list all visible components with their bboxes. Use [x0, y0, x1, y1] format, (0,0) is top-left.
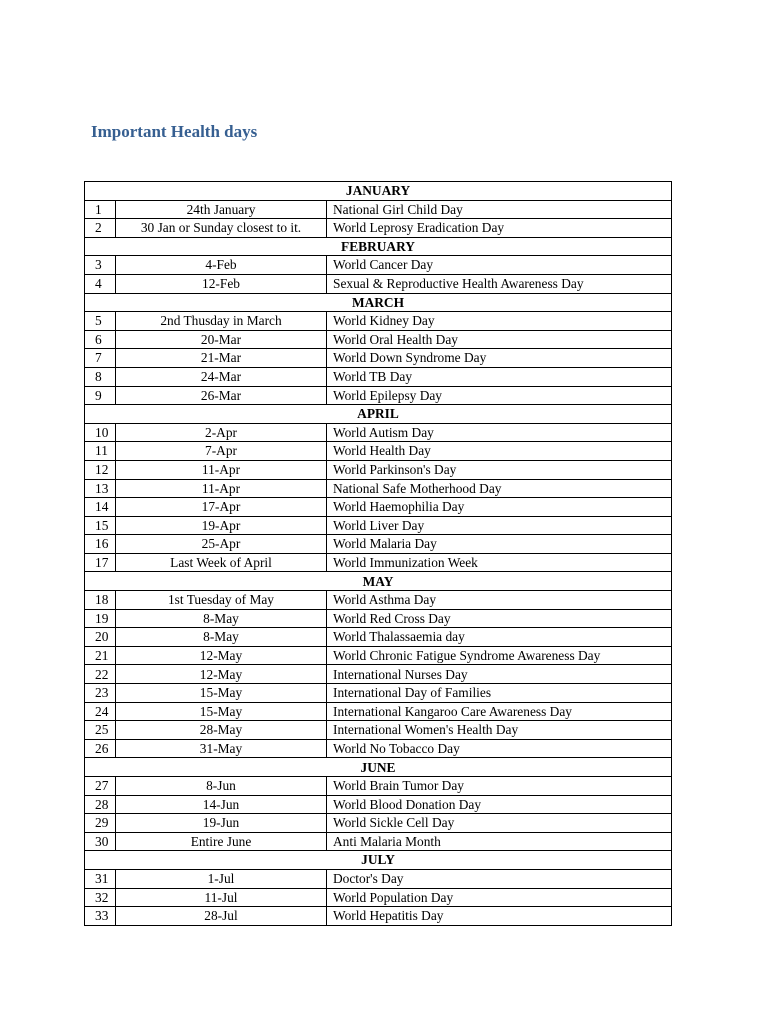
- date-cell: 14-Jun: [116, 795, 327, 814]
- date-cell: Last Week of April: [116, 553, 327, 572]
- table-row: [85, 832, 672, 851]
- date-cell: 19-Apr: [116, 516, 327, 535]
- table-row: [85, 200, 672, 219]
- event-cell: World Kidney Day: [327, 312, 672, 331]
- table-row: [85, 702, 672, 721]
- month-header: JULY: [85, 851, 672, 870]
- page-title: Important Health days: [91, 122, 258, 141]
- event-cell: World TB Day: [327, 367, 672, 386]
- table-row: [85, 684, 672, 703]
- table-row: [85, 721, 672, 740]
- row-number-cell: 17: [85, 553, 116, 572]
- event-cell: International Women's Health Day: [327, 721, 672, 740]
- row-number-cell: 4: [85, 274, 116, 293]
- date-cell: 12-Feb: [116, 274, 327, 293]
- event-cell: World Brain Tumor Day: [327, 777, 672, 796]
- month-header: MARCH: [85, 293, 672, 312]
- row-number-cell: 13: [85, 479, 116, 498]
- month-header: APRIL: [85, 405, 672, 424]
- table-row: [85, 814, 672, 833]
- date-cell: 2nd Thusday in March: [116, 312, 327, 331]
- month-header-row: [85, 758, 672, 777]
- event-cell: World Blood Donation Day: [327, 795, 672, 814]
- event-cell: World Epilepsy Day: [327, 386, 672, 405]
- row-number-cell: 19: [85, 609, 116, 628]
- month-header-row: [85, 572, 672, 591]
- row-number-cell: 16: [85, 535, 116, 554]
- month-header-row: [85, 851, 672, 870]
- event-cell: World Chronic Fatigue Syndrome Awareness Day: [327, 646, 672, 665]
- row-number-cell: 10: [85, 423, 116, 442]
- date-cell: 15-May: [116, 702, 327, 721]
- row-number-cell: 21: [85, 646, 116, 665]
- row-number-cell: 30: [85, 832, 116, 851]
- table-row: [85, 256, 672, 275]
- date-cell: 31-May: [116, 739, 327, 758]
- row-number-cell: 9: [85, 386, 116, 405]
- table-row: [85, 330, 672, 349]
- row-number-cell: 23: [85, 684, 116, 703]
- row-number-cell: 28: [85, 795, 116, 814]
- date-cell: Entire June: [116, 832, 327, 851]
- date-cell: 8-May: [116, 628, 327, 647]
- month-header-row: [85, 293, 672, 312]
- date-cell: 11-Apr: [116, 479, 327, 498]
- date-cell: 8-Jun: [116, 777, 327, 796]
- event-cell: Sexual & Reproductive Health Awareness Day: [327, 274, 672, 293]
- event-cell: World Health Day: [327, 442, 672, 461]
- event-cell: World Haemophilia Day: [327, 498, 672, 517]
- row-number-cell: 31: [85, 869, 116, 888]
- month-header: MAY: [85, 572, 672, 591]
- date-cell: 12-May: [116, 665, 327, 684]
- row-number-cell: 24: [85, 702, 116, 721]
- row-number-cell: 1: [85, 200, 116, 219]
- month-header: JUNE: [85, 758, 672, 777]
- table-row: [85, 460, 672, 479]
- table-row: [85, 553, 672, 572]
- row-number-cell: 12: [85, 460, 116, 479]
- row-number-cell: 29: [85, 814, 116, 833]
- date-cell: 15-May: [116, 684, 327, 703]
- event-cell: World Liver Day: [327, 516, 672, 535]
- event-cell: Doctor's Day: [327, 869, 672, 888]
- table-row: [85, 795, 672, 814]
- date-cell: 11-Apr: [116, 460, 327, 479]
- table-row: [85, 274, 672, 293]
- event-cell: International Kangaroo Care Awareness Day: [327, 702, 672, 721]
- event-cell: World No Tobacco Day: [327, 739, 672, 758]
- row-number-cell: 18: [85, 591, 116, 610]
- date-cell: 25-Apr: [116, 535, 327, 554]
- row-number-cell: 22: [85, 665, 116, 684]
- table-row: [85, 535, 672, 554]
- table-row: [85, 516, 672, 535]
- event-cell: World Down Syndrome Day: [327, 349, 672, 368]
- date-cell: 26-Mar: [116, 386, 327, 405]
- row-number-cell: 6: [85, 330, 116, 349]
- event-cell: World Malaria Day: [327, 535, 672, 554]
- table-row: [85, 367, 672, 386]
- date-cell: 24th January: [116, 200, 327, 219]
- event-cell: World Population Day: [327, 888, 672, 907]
- table-row: [85, 888, 672, 907]
- health-days-table: [84, 181, 672, 926]
- row-number-cell: 3: [85, 256, 116, 275]
- date-cell: 30 Jan or Sunday closest to it.: [116, 219, 327, 238]
- table-row: [85, 609, 672, 628]
- table-row: [85, 646, 672, 665]
- date-cell: 7-Apr: [116, 442, 327, 461]
- row-number-cell: 5: [85, 312, 116, 331]
- event-cell: World Parkinson's Day: [327, 460, 672, 479]
- row-number-cell: 15: [85, 516, 116, 535]
- event-cell: World Immunization Week: [327, 553, 672, 572]
- table-row: [85, 423, 672, 442]
- date-cell: 12-May: [116, 646, 327, 665]
- month-header: FEBRUARY: [85, 237, 672, 256]
- row-number-cell: 7: [85, 349, 116, 368]
- table-row: [85, 498, 672, 517]
- row-number-cell: 26: [85, 739, 116, 758]
- date-cell: 28-Jul: [116, 907, 327, 926]
- event-cell: World Asthma Day: [327, 591, 672, 610]
- month-header-row: [85, 237, 672, 256]
- event-cell: World Sickle Cell Day: [327, 814, 672, 833]
- date-cell: 11-Jul: [116, 888, 327, 907]
- table-row: [85, 869, 672, 888]
- event-cell: World Leprosy Eradication Day: [327, 219, 672, 238]
- row-number-cell: 8: [85, 367, 116, 386]
- date-cell: 19-Jun: [116, 814, 327, 833]
- date-cell: 1-Jul: [116, 869, 327, 888]
- table-row: [85, 591, 672, 610]
- month-header-row: [85, 405, 672, 424]
- date-cell: 21-Mar: [116, 349, 327, 368]
- table-row: [85, 312, 672, 331]
- event-cell: National Safe Motherhood Day: [327, 479, 672, 498]
- row-number-cell: 27: [85, 777, 116, 796]
- date-cell: 1st Tuesday of May: [116, 591, 327, 610]
- row-number-cell: 20: [85, 628, 116, 647]
- table-row: [85, 777, 672, 796]
- row-number-cell: 14: [85, 498, 116, 517]
- row-number-cell: 32: [85, 888, 116, 907]
- event-cell: World Autism Day: [327, 423, 672, 442]
- event-cell: World Thalassaemia day: [327, 628, 672, 647]
- date-cell: 28-May: [116, 721, 327, 740]
- table-row: [85, 219, 672, 238]
- event-cell: International Nurses Day: [327, 665, 672, 684]
- table-row: [85, 442, 672, 461]
- event-cell: World Cancer Day: [327, 256, 672, 275]
- event-cell: World Oral Health Day: [327, 330, 672, 349]
- table-row: [85, 628, 672, 647]
- date-cell: 24-Mar: [116, 367, 327, 386]
- table-row: [85, 907, 672, 926]
- table-row: [85, 739, 672, 758]
- table-row: [85, 386, 672, 405]
- date-cell: 2-Apr: [116, 423, 327, 442]
- table-row: [85, 665, 672, 684]
- row-number-cell: 25: [85, 721, 116, 740]
- event-cell: World Hepatitis Day: [327, 907, 672, 926]
- table-row: [85, 479, 672, 498]
- date-cell: 4-Feb: [116, 256, 327, 275]
- event-cell: Anti Malaria Month: [327, 832, 672, 851]
- date-cell: 20-Mar: [116, 330, 327, 349]
- row-number-cell: 11: [85, 442, 116, 461]
- event-cell: International Day of Families: [327, 684, 672, 703]
- row-number-cell: 2: [85, 219, 116, 238]
- table-row: [85, 349, 672, 368]
- month-header: JANUARY: [85, 182, 672, 201]
- date-cell: 8-May: [116, 609, 327, 628]
- event-cell: World Red Cross Day: [327, 609, 672, 628]
- table-body: [85, 182, 672, 926]
- event-cell: National Girl Child Day: [327, 200, 672, 219]
- month-header-row: [85, 182, 672, 201]
- date-cell: 17-Apr: [116, 498, 327, 517]
- row-number-cell: 33: [85, 907, 116, 926]
